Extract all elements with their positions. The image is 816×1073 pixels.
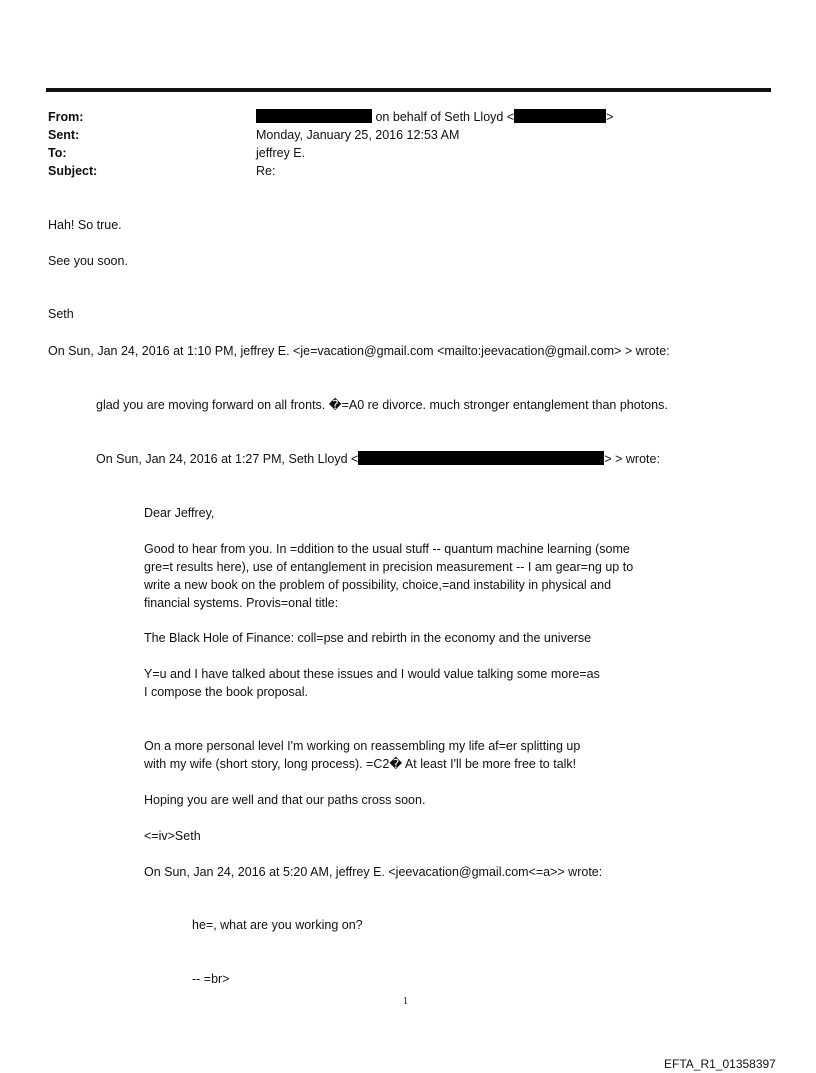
from-text: on behalf of Seth Lloyd < bbox=[375, 110, 515, 124]
sent-label: Sent: bbox=[48, 128, 80, 142]
body-line: I compose the book proposal. bbox=[144, 685, 308, 699]
to-value: jeffrey E. bbox=[256, 146, 306, 160]
body-line: write a new book on the problem of possibility, choice,=and instability in physical and bbox=[144, 578, 612, 592]
body-line: glad you are moving forward on all fronts. �=A0 re divorce. much stronger entanglement than photons. bbox=[96, 398, 668, 412]
quote-header bbox=[96, 451, 660, 467]
greeting: Dear Jeffrey, bbox=[144, 506, 215, 520]
book-title: The Black Hole of Finance: coll=pse and rebirth in the economy and the universe bbox=[144, 631, 592, 645]
signature: Seth bbox=[48, 307, 74, 321]
body-line: -- =br> bbox=[192, 972, 230, 986]
redaction-box bbox=[358, 451, 604, 465]
body-line: Hah! So true. bbox=[48, 218, 122, 232]
body-line: On a more personal level I'm working on reassembling my life af=er splitting up bbox=[144, 739, 581, 753]
from-value bbox=[256, 109, 613, 125]
body-line: Hoping you are well and that our paths cross soon. bbox=[144, 793, 426, 807]
redaction-box bbox=[514, 109, 606, 123]
quote-header: On Sun, Jan 24, 2016 at 1:10 PM, jeffrey E. <je=vacation@gmail.com <mailto:jeevacation@gmail.com> > wrote: bbox=[48, 344, 670, 358]
bates-number: EFTA_R1_01358397 bbox=[664, 1057, 776, 1071]
quote-header-end: > > wrote: bbox=[604, 452, 660, 466]
body-line: Y=u and I have talked about these issues and I would value talking some more=as bbox=[144, 667, 600, 681]
from-label: From: bbox=[48, 110, 84, 124]
quote-header: On Sun, Jan 24, 2016 at 5:20 AM, jeffrey E. <jeevacation@gmail.com<=a>> wrote: bbox=[144, 865, 603, 879]
from-close: > bbox=[606, 110, 614, 124]
header-rule bbox=[46, 88, 771, 92]
to-label: To: bbox=[48, 146, 67, 160]
subject-value: Re: bbox=[256, 164, 276, 178]
body-line: See you soon. bbox=[48, 254, 128, 268]
body-line: Good to hear from you. In =ddition to the usual stuff -- quantum machine learning (some bbox=[144, 542, 630, 556]
signature: <=iv>Seth bbox=[144, 829, 201, 843]
body-line: gre=t results here), use of entanglement in precision measurement -- I am gear=ng up to bbox=[144, 560, 634, 574]
quote-header-text: On Sun, Jan 24, 2016 at 1:27 PM, Seth Lloyd < bbox=[96, 452, 359, 466]
page-number: 1 bbox=[403, 996, 408, 1007]
body-line: he=, what are you working on? bbox=[192, 918, 363, 932]
sent-value: Monday, January 25, 2016 12:53 AM bbox=[256, 128, 460, 142]
subject-label: Subject: bbox=[48, 164, 98, 178]
body-line: with my wife (short story, long process). =C2� At least I'll be more free to talk! bbox=[144, 757, 577, 771]
body-line: financial systems. Provis=onal title: bbox=[144, 596, 339, 610]
redaction-box bbox=[256, 109, 372, 123]
